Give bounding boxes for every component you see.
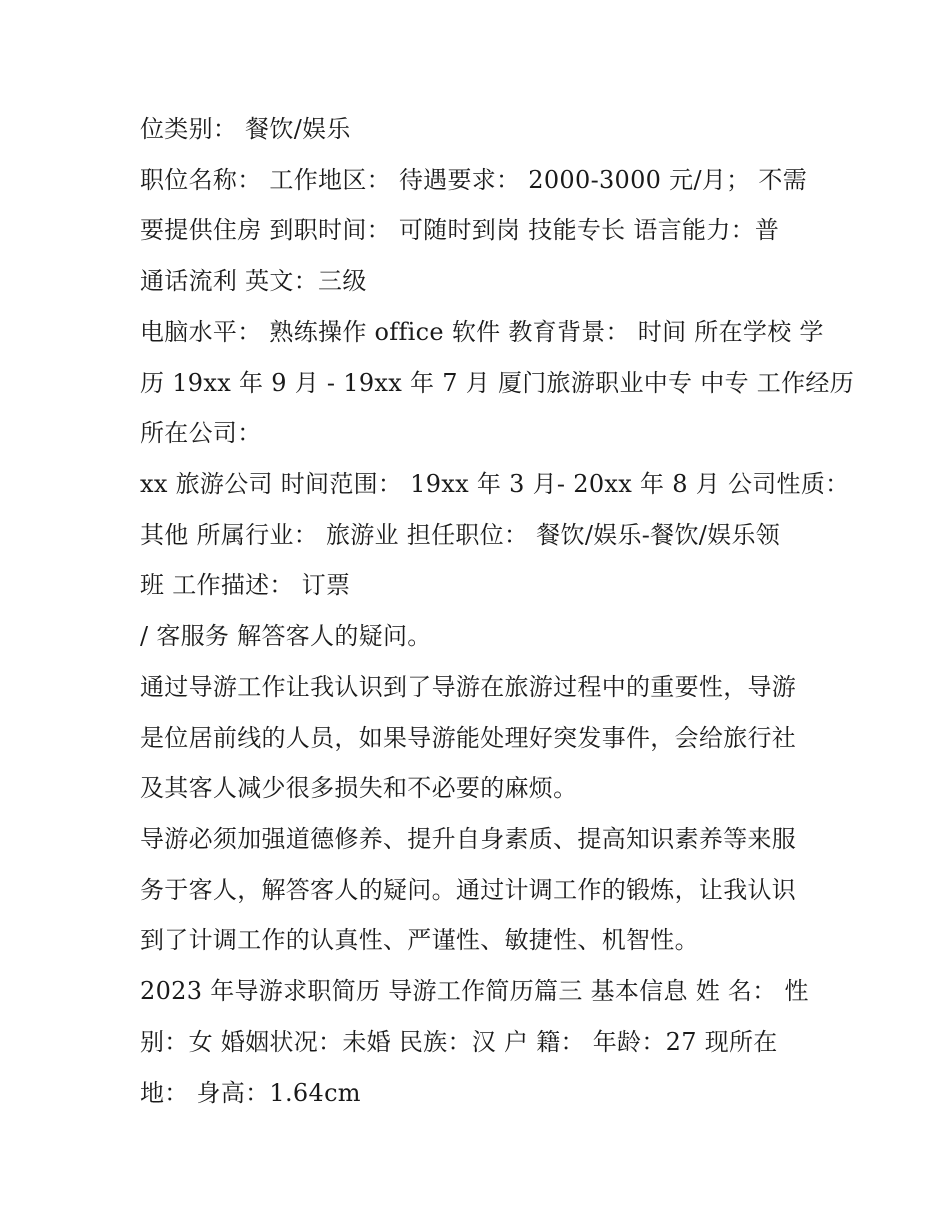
text-line: 电脑水平： 熟练操作 office 软件 教育背景： 时间 所在学校 学 <box>140 318 824 346</box>
text-line: / 客服务 解答客人的疑问。 <box>140 622 432 650</box>
text-line: 务于客人，解答客人的疑问。通过计调工作的锻炼，让我认识 <box>140 876 797 904</box>
text-line: 其他 所属行业： 旅游业 担任职位： 餐饮/娱乐-餐饮/娱乐领 <box>140 521 781 549</box>
text-line: 要提供住房 到职时间： 可随时到岗 技能专长 语言能力：普 <box>140 216 780 244</box>
text-line: 班 工作描述： 订票 <box>140 571 351 599</box>
text-line: 通话流利 英文：三级 <box>140 267 367 295</box>
text-line: 及其客人减少很多损失和不必要的麻烦。 <box>140 774 578 802</box>
text-line: 是位居前线的人员，如果导游能处理好突发事件，会给旅行社 <box>140 724 797 752</box>
text-line: 职位名称： 工作地区： 待遇要求： 2000-3000 元/月； 不需 <box>140 166 807 194</box>
text-line: 通过导游工作让我认识到了导游在旅游过程中的重要性，导游 <box>140 673 797 701</box>
text-line: 到了计调工作的认真性、严谨性、敏捷性、机智性。 <box>140 926 699 954</box>
text-line: 导游必须加强道德修养、提升自身素质、提高知识素养等来服 <box>140 825 797 853</box>
text-line: 2023 年导游求职简历 导游工作简历篇三 基本信息 姓 名： 性 <box>140 977 809 1005</box>
text-line: xx 旅游公司 时间范围： 19xx 年 3 月- 20xx 年 8 月 公司性质： <box>140 470 850 498</box>
text-line: 位类别： 餐饮/娱乐 <box>140 115 351 143</box>
text-line: 历 19xx 年 9 月 - 19xx 年 7 月 厦门旅游职业中专 中专 工作经历 <box>140 369 855 397</box>
text-line: 所在公司： <box>140 419 262 447</box>
text-line: 别：女 婚姻状况：未婚 民族：汉 户 籍： 年龄：27 现所在 <box>140 1028 778 1056</box>
text-line: 地： 身高：1.64cm <box>140 1079 361 1107</box>
